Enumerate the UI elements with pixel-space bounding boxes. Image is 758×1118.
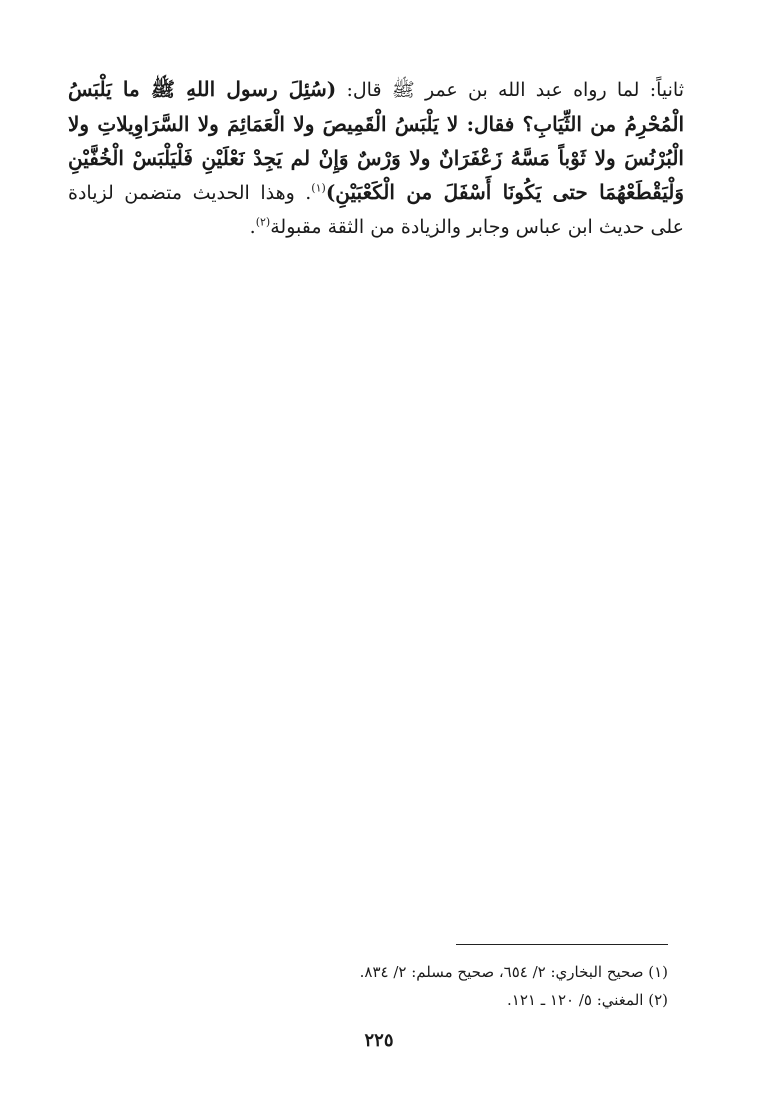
main-paragraph <box>68 72 684 244</box>
page-number: ٢٢٥ <box>364 1030 394 1051</box>
paragraph-line-5 <box>68 210 684 244</box>
commentary-text: . وهذا الحديث متضمن لزيادة <box>68 182 312 204</box>
footnote-separator <box>456 944 668 945</box>
conclusion-text: على حديث ابن عباس وجابر والزيادة من الثقة مقبولة <box>270 216 684 238</box>
footnotes <box>360 958 668 1014</box>
footnote-1: (١) صحيح البخاري: ٢/ ٦٥٤، صحيح مسلم: ٢/ ٨٣٤. <box>359 963 668 981</box>
paragraph-line-1 <box>68 72 684 107</box>
footnote-2: (٢) المغني: ٥/ ١٢٠ ـ ١٢١. <box>507 991 668 1009</box>
intro-text: ثانياً: لما رواه عبد الله بن عمر ﷺ قال: <box>336 79 684 101</box>
paragraph-line-2: الْمُحْرِمُ من الثِّيَابِ؟ فقال: لا يَلْبَسُ الْقَمِيصَ ولا الْعَمَائِمَ ولا السَّرَاوِيلاتِ ولا <box>68 112 684 136</box>
paragraph-line-4 <box>68 175 684 210</box>
paragraph-line-3: الْبُرْنُسَ ولا ثَوْباً مَسَّهُ زَعْفَرَانٌ ولا وَرْسٌ وَإِنْ لم يَجِدْ نَعْلَيْنِ فَلْيَلْبَسْ الْخُفَّيْنِ <box>68 146 684 170</box>
footnote-ref-1: (١) <box>311 181 326 195</box>
hadith-text-start: (سُئِلَ رسول اللهِ ﷺ ما يَلْبَسُ <box>68 77 337 101</box>
final-period: . <box>249 216 256 238</box>
hadith-text-end: وَلْيَقْطَعْهُمَا حتى يَكُونَا أَسْفَلَ من الْكَعْبَيْنِ) <box>325 180 684 204</box>
footnote-ref-2: (٢) <box>255 215 271 229</box>
